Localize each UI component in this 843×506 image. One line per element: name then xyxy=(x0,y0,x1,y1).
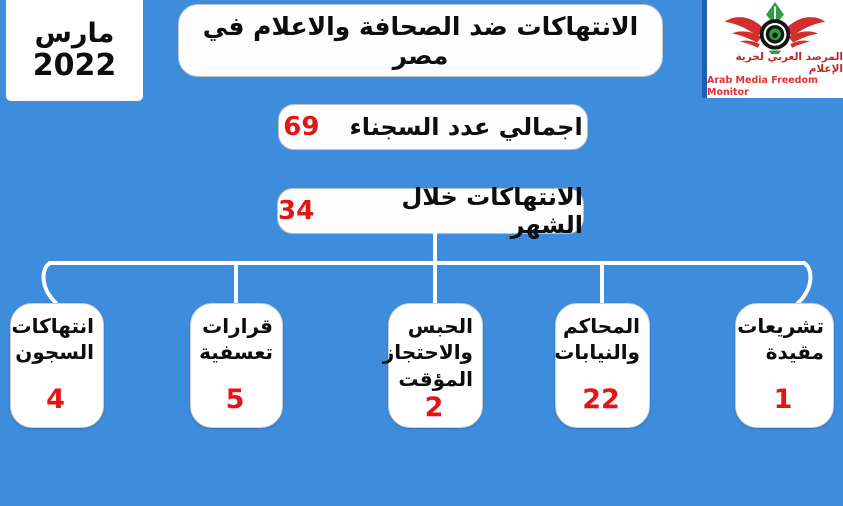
page-title-text: الانتهاكات ضد الصحافة والاعلام في مصر xyxy=(202,11,639,70)
org-name-arabic: المرصد العربي لحرية الإعلام xyxy=(735,51,843,75)
category-label: تشريعات مقيدة xyxy=(737,314,824,365)
month-violations-label: الانتهاكات خلال الشهر xyxy=(401,183,583,239)
org-logo xyxy=(702,0,843,98)
category-box-temporary-detention xyxy=(382,303,483,428)
category-box-arbitrary-decisions xyxy=(190,303,283,428)
total-prisoners-value: 69 xyxy=(283,112,320,142)
category-label: انتهاكات السجون xyxy=(11,314,94,365)
total-prisoners-label: اجمالي عدد السجناء xyxy=(349,113,583,141)
tree-connector-lines xyxy=(0,228,843,312)
total-prisoners-box xyxy=(278,104,588,150)
category-label: المحاكم والنيابات xyxy=(554,314,640,365)
month-label: مارس xyxy=(34,17,115,49)
year-label: 2022 xyxy=(32,47,117,83)
category-value: 2 xyxy=(424,392,444,424)
org-name-english: Arab Media Freedom Monitor xyxy=(707,75,818,98)
category-value: 5 xyxy=(225,384,245,415)
category-box-restrictive-legislation xyxy=(735,303,834,428)
category-label: قرارات تعسفية xyxy=(199,314,273,365)
category-box-prison-violations xyxy=(10,303,104,428)
date-box xyxy=(6,0,143,101)
month-violations-value: 34 xyxy=(278,196,315,226)
category-value: 1 xyxy=(773,384,793,415)
category-box-courts-prosecutions xyxy=(555,303,650,428)
category-value: 22 xyxy=(582,384,620,415)
page-title xyxy=(178,4,663,77)
category-label: الحبس والاحتجاز المؤقت xyxy=(382,314,473,391)
media-freedom-monitor-logo-icon xyxy=(716,2,834,54)
category-value: 4 xyxy=(46,384,65,415)
